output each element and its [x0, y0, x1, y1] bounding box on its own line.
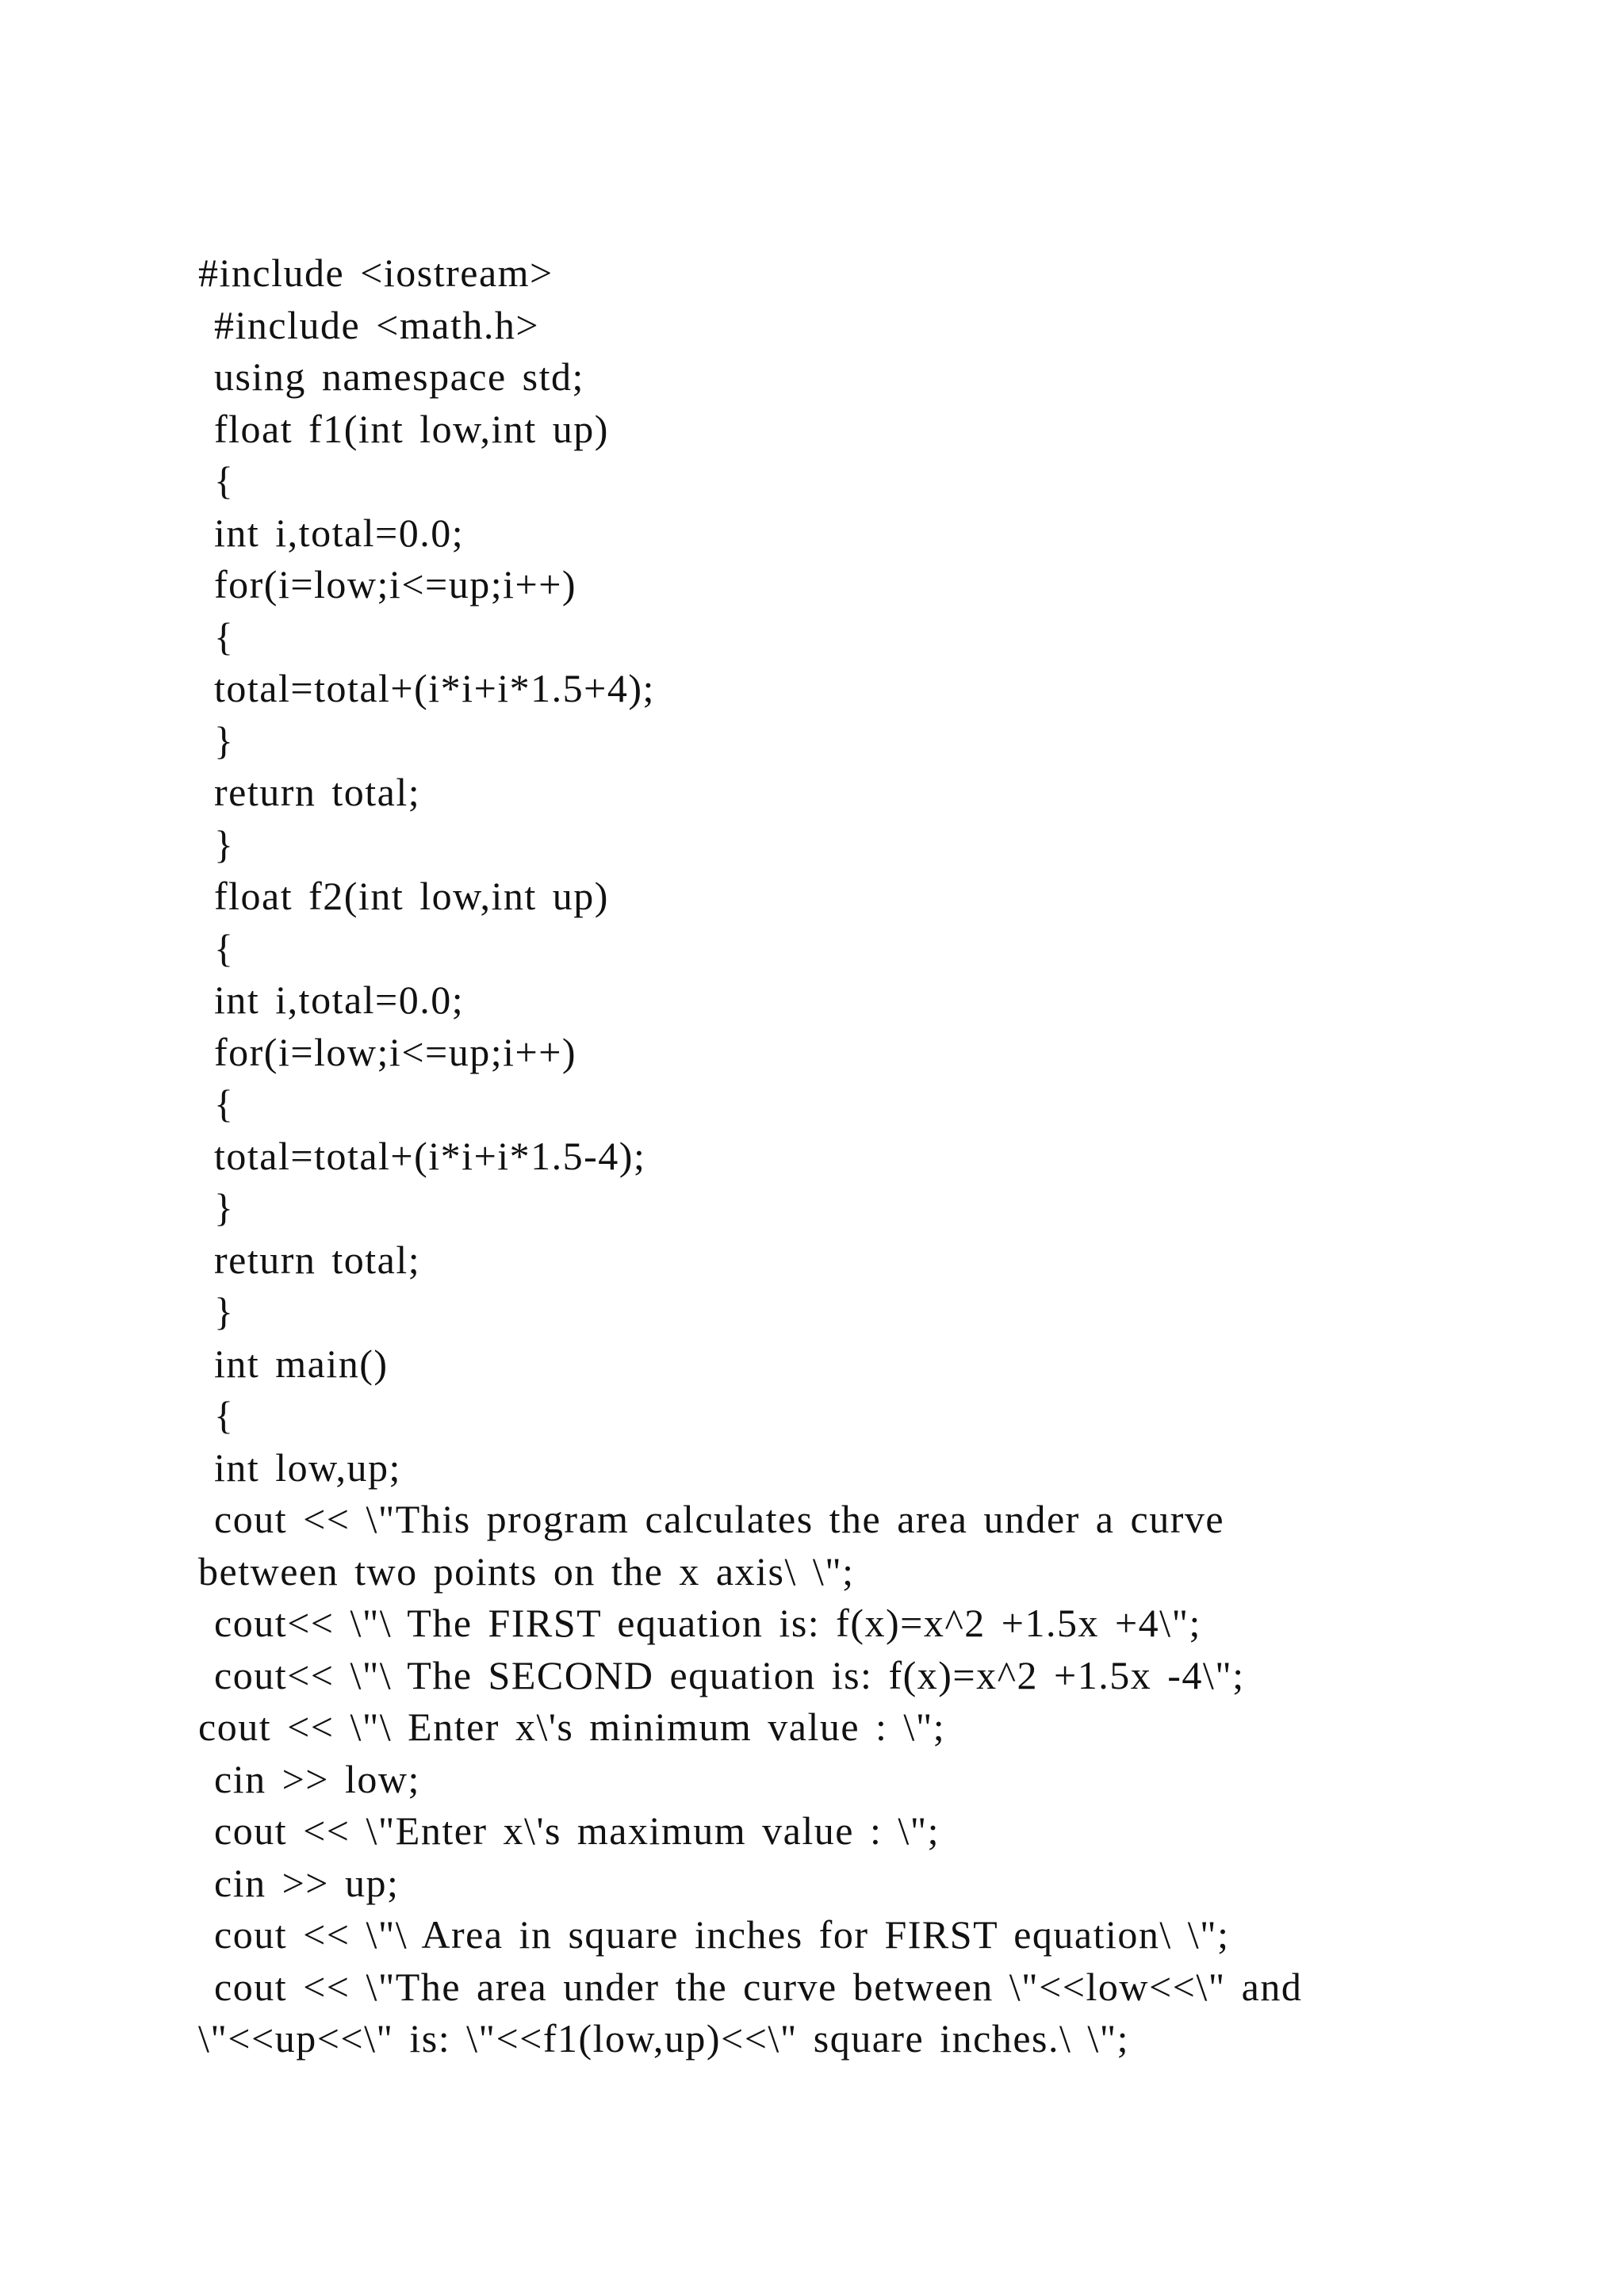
code-line: float f1(int low,int up) [198, 406, 609, 451]
code-line: total=total+(i*i+i*1.5-4); [198, 1133, 646, 1178]
code-line: for(i=low;i<=up;i++) [198, 1029, 577, 1074]
code-line: for(i=low;i<=up;i++) [198, 562, 577, 607]
code-line: #include <math.h> [198, 302, 540, 347]
code-line: return total; [198, 1237, 421, 1282]
code-line: } [198, 718, 235, 763]
code-line: int low,up; [198, 1445, 401, 1490]
code-line: int i,total=0.0; [198, 978, 465, 1022]
code-line: total=total+(i*i+i*1.5+4); [198, 666, 655, 710]
code-line: int main() [198, 1341, 389, 1386]
code-line: return total; [198, 770, 421, 814]
code-line: { [198, 614, 235, 659]
code-line: { [198, 925, 235, 970]
code-line: using namespace std; [198, 354, 584, 399]
code-line: cout << \"\ Area in square inches for FIRST equation\ \"; [198, 1912, 1230, 1957]
code-line: { [198, 458, 235, 503]
code-line: between two points on the x axis\ \"; [198, 1548, 855, 1594]
code-line: cin >> low; [198, 1756, 420, 1801]
code-line: } [198, 821, 235, 867]
code-line: { [198, 1081, 235, 1126]
code-line: float f2(int low,int up) [198, 874, 609, 918]
code-line: cout << \"This program calculates the area under a curve [198, 1497, 1225, 1541]
code-line: cout << \"The area under the curve between \"<<low<<\" and [198, 1964, 1303, 2009]
code-line: int i,total=0.0; [198, 510, 465, 555]
code-line: { [198, 1393, 235, 1437]
code-line: cout << \"Enter x\'s maximum value : \"; [198, 1808, 940, 1853]
code-line: #include <iostream> [198, 251, 553, 295]
code-line: cout<< \"\ The FIRST equation is: f(x)=x^2 +1.5x +4\"; [198, 1601, 1201, 1645]
code-block [198, 247, 1467, 2065]
code-line: cout << \"\ Enter x\'s minimum value : \"; [198, 1705, 946, 1749]
code-line: \"<<up<<\" is: \"<<f1(low,up)<<\" square inches.\ \"; [198, 2016, 1130, 2061]
code-line: } [198, 1185, 235, 1230]
code-line: cin >> up; [198, 1860, 400, 1905]
code-line: cout<< \"\ The SECOND equation is: f(x)=x^2 +1.5x -4\"; [198, 1652, 1245, 1697]
code-line: } [198, 1289, 235, 1334]
